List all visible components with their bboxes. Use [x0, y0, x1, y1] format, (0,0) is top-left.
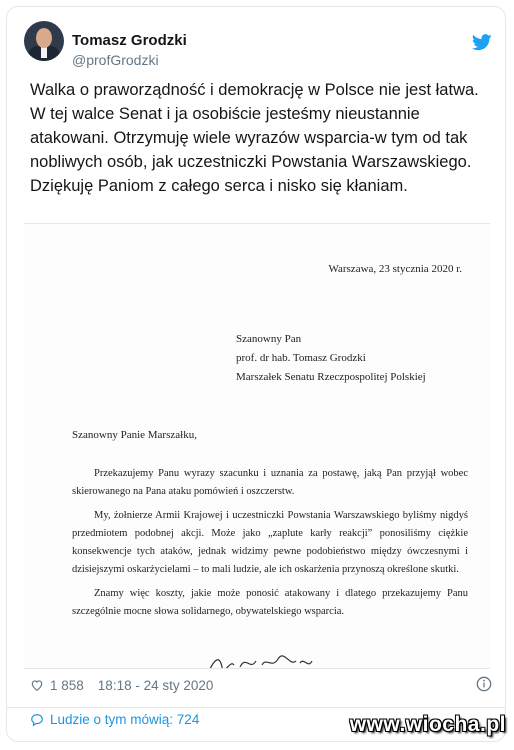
- signature-scribble: [206, 649, 316, 669]
- people-talking-label[interactable]: Ludzie o tym mówią: 724: [50, 712, 200, 727]
- letter-date: Warszawa, 23 stycznia 2020 r.: [328, 263, 462, 275]
- letter-paragraph: My, żołnierze Armii Krajowej i uczestniczki Powstania Warszawskiego byliśmy nigdyś przedmiotem podobnej akcji. Może jako „zaplute karły reakcji” ponosiliśmy ciężkie konsekwencje tych ataków, jednak widzimy pewne podobieństwo między ówczesnymi i dzisiejszymi oskarżycielami – to mali ludzie, ale ich oskarżenia przynoszą określone skutki.: [72, 510, 468, 575]
- speech-bubble-icon: [30, 713, 44, 727]
- address-line: prof. dr hab. Tomasz Grodzki: [236, 352, 366, 364]
- tweet-meta: [30, 675, 213, 695]
- people-talking-link[interactable]: [30, 712, 199, 727]
- letter-address: [236, 330, 426, 387]
- author-name[interactable]: Tomasz Grodzki: [72, 32, 187, 49]
- tweet-text: Walka o praworządność i demokrację w Polsce nie jest łatwa. W tej walce Senat i ja osobiście jesteśmy nieustannie atakowani. Otrzymuję wiele wyrazów wsparcia-w tym od tak nobliwych osób, jak uczestniczki Powstania Warszawskiego. Dziękuję Paniom z całego serca i nisko się kłaniam.: [30, 81, 479, 195]
- tweet-timestamp[interactable]: 18:18 - 24 sty 2020: [97, 677, 214, 693]
- letter-paragraph: Przekazujemy Panu wyrazy szacunku i uznania za postawę, jaką Pan przyjął wobec skierowanego na Pana ataku pomówień i oszczerstw.: [72, 468, 468, 497]
- divider: [6, 707, 506, 708]
- info-icon[interactable]: [476, 676, 492, 692]
- address-line: Szanowny Pan: [236, 333, 302, 345]
- heart-icon[interactable]: [30, 678, 44, 692]
- twitter-bird-icon[interactable]: [472, 34, 492, 51]
- site-watermark: www.wiocha.pl: [349, 713, 506, 736]
- like-count[interactable]: 1 858: [50, 677, 84, 693]
- letter-salutation: Szanowny Panie Marszałku,: [72, 429, 197, 441]
- letter-paragraph: Znamy więc koszty, jakie może ponosić atakowany i dlatego przekazujemy Panu szczególnie mocne słowa solidarnego, obywatelskiego wsparcia.: [72, 588, 468, 617]
- address-line: Marszałek Senatu Rzeczpospolitej Polskiej: [236, 371, 426, 383]
- letter-image[interactable]: [24, 223, 490, 669]
- avatar[interactable]: [24, 21, 64, 61]
- author-handle[interactable]: @profGrodzki: [72, 52, 159, 68]
